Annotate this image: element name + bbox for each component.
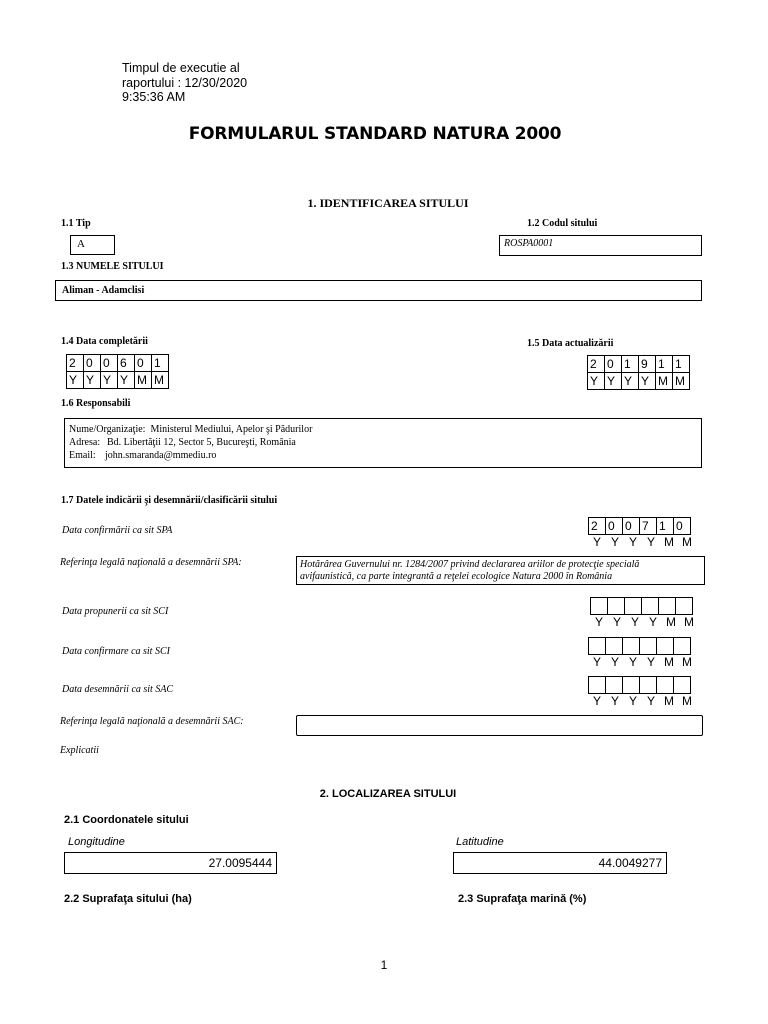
- ym-letter: M: [682, 535, 692, 549]
- ym-letter: Y: [628, 694, 637, 708]
- data-actualizarii-grid: [587, 355, 689, 389]
- longitudine-field[interactable]: 27.0095444: [64, 852, 277, 874]
- ym-letter: M: [666, 615, 676, 629]
- digit-cell[interactable]: 0: [100, 354, 118, 372]
- digit-cell[interactable]: [675, 597, 693, 615]
- digit-cell[interactable]: 1: [655, 355, 673, 373]
- section1-title: 1. IDENTIFICAREA SITULUI: [307, 196, 469, 210]
- digit-cell[interactable]: [607, 597, 625, 615]
- cod-value: ROSPA0001: [504, 238, 554, 249]
- ym-letter: Y: [592, 535, 601, 549]
- digit-cell[interactable]: 7: [639, 517, 657, 535]
- digit-cell[interactable]: [605, 676, 623, 694]
- digit-cell[interactable]: [639, 637, 657, 655]
- tip-label: 1.1 Tip: [61, 218, 91, 229]
- ym-letter: Y: [630, 615, 639, 629]
- data-completarii-label: 1.4 Data completării: [61, 336, 148, 347]
- digit-cell[interactable]: 1: [656, 517, 674, 535]
- digit-cell[interactable]: 0: [673, 517, 691, 535]
- ym-cell: Y: [83, 371, 101, 389]
- ym-cell: Y: [117, 371, 135, 389]
- digit-cell[interactable]: 1: [672, 355, 690, 373]
- digit-cell[interactable]: [641, 597, 659, 615]
- digit-cell[interactable]: [656, 637, 674, 655]
- adr-key: Adresa:: [69, 437, 101, 448]
- ym-cell: M: [672, 372, 690, 390]
- ym-letter: Y: [628, 535, 637, 549]
- responsabili-box[interactable]: [64, 418, 702, 468]
- digit-cell[interactable]: 2: [587, 355, 605, 373]
- ym-letter: Y: [628, 655, 637, 669]
- confirmare-spa-grid: [588, 517, 696, 549]
- confirmare-spa-label: Data confirmării ca sit SPA: [62, 525, 173, 536]
- ym-cell: Y: [604, 372, 622, 390]
- ym-cell: Y: [66, 371, 84, 389]
- digit-cell[interactable]: [639, 676, 657, 694]
- latitudine-field[interactable]: 44.0049277: [453, 852, 667, 874]
- longitudine-label: Longitudine: [68, 836, 125, 848]
- ym-letter: Y: [594, 615, 603, 629]
- digit-cell[interactable]: [624, 597, 642, 615]
- page-title: FORMULARUL STANDARD NATURA 2000: [188, 124, 562, 144]
- ym-letter: Y: [646, 535, 655, 549]
- nume-field[interactable]: [55, 280, 702, 301]
- digit-cell[interactable]: 0: [83, 354, 101, 372]
- ref-spa-label: Referinţa legală naţională a desemnării SPA:: [60, 557, 242, 568]
- digit-cell[interactable]: [588, 676, 606, 694]
- explicatii-label: Explicatii: [60, 745, 99, 756]
- digit-cell[interactable]: 1: [151, 354, 169, 372]
- digit-cell[interactable]: 1: [621, 355, 639, 373]
- ref-sac-label: Referinţa legală naţională a desemnării SAC:: [60, 716, 244, 727]
- ref-sac-field[interactable]: [296, 715, 703, 736]
- nume-label: 1.3 NUMELE SITULUI: [61, 261, 164, 272]
- ym-cell: Y: [587, 372, 605, 390]
- propunere-sci-label: Data propunerii ca sit SCI: [62, 606, 169, 617]
- section2-title: 2. LOCALIZAREA SITULUI: [319, 788, 457, 800]
- suprafata-marina-label: 2.3 Suprafaţa marină (%): [458, 893, 587, 905]
- ym-letter: Y: [612, 615, 621, 629]
- ym-letter: Y: [610, 655, 619, 669]
- digit-cell[interactable]: 0: [622, 517, 640, 535]
- digit-cell[interactable]: [590, 597, 608, 615]
- ym-cell: Y: [621, 372, 639, 390]
- digit-cell[interactable]: [658, 597, 676, 615]
- responsabili-label: 1.6 Responsabili: [61, 398, 131, 409]
- ym-letter: Y: [646, 694, 655, 708]
- digit-cell[interactable]: 9: [638, 355, 656, 373]
- ym-cell: M: [655, 372, 673, 390]
- tip-field[interactable]: [70, 235, 115, 255]
- page-number: 1: [380, 958, 388, 972]
- ym-letter: M: [682, 694, 692, 708]
- desemnare-label: 1.7 Datele indicării şi desemnării/clasificării sitului: [61, 495, 278, 506]
- ym-letter: Y: [592, 655, 601, 669]
- digit-cell[interactable]: 6: [117, 354, 135, 372]
- digit-cell[interactable]: 2: [588, 517, 606, 535]
- suprafata-label: 2.2 Suprafaţa sitului (ha): [64, 893, 192, 905]
- email-key: Email:: [69, 450, 96, 461]
- adr-value: Bd. Libertăţii 12, Sector 5, Bucureşti, România: [107, 437, 296, 448]
- digit-cell[interactable]: 0: [605, 517, 623, 535]
- report-time-line1: Timpul de executie al: [122, 61, 240, 75]
- digit-cell[interactable]: [656, 676, 674, 694]
- confirmare-sci-label: Data confirmare ca sit SCI: [62, 646, 170, 657]
- ym-letter: M: [664, 694, 674, 708]
- digit-cell[interactable]: 0: [134, 354, 152, 372]
- report-time-line2: raportului : 12/30/2020: [122, 75, 248, 90]
- ym-letter: Y: [610, 694, 619, 708]
- desemnare-sac-label: Data desemnării ca sit SAC: [62, 684, 174, 695]
- email-value: john.smaranda@mmediu.ro: [105, 450, 217, 461]
- ref-spa-line1: Hotărârea Guvernului nr. 1284/2007 privind declararea ariilor de protecţie specială: [300, 559, 640, 570]
- digit-cell[interactable]: [622, 637, 640, 655]
- latitudine-label: Latitudine: [456, 836, 504, 848]
- digit-cell[interactable]: 2: [66, 354, 84, 372]
- ym-cell: M: [134, 371, 152, 389]
- org-value: Ministerul Mediului, Apelor şi Pădurilor: [150, 424, 313, 435]
- data-actualizarii-label: 1.5 Data actualizării: [527, 338, 614, 349]
- ref-spa-line2: avifaunistică, ca parte integrantă a reţelei ecologice Natura 2000 în România: [300, 570, 613, 582]
- ref-spa-field[interactable]: [296, 556, 705, 585]
- ym-cell: Y: [100, 371, 118, 389]
- ym-cell: M: [151, 371, 169, 389]
- tip-value: A: [77, 238, 85, 250]
- propunere-sci-grid: [590, 597, 698, 629]
- desemnare-sac-grid: [588, 676, 696, 708]
- coord-label: 2.1 Coordonatele sitului: [64, 814, 189, 826]
- ym-letter: M: [684, 615, 694, 629]
- org-key: Nume/Organizaţie:: [69, 424, 146, 435]
- digit-cell[interactable]: [673, 676, 691, 694]
- ym-letter: Y: [592, 694, 601, 708]
- report-time-line3: 9:35:36 AM: [122, 90, 186, 104]
- report-execution-time: [122, 61, 322, 105]
- nume-value: Aliman - Adamclisi: [62, 285, 145, 296]
- digit-cell[interactable]: 0: [604, 355, 622, 373]
- digit-cell[interactable]: [588, 637, 606, 655]
- data-completarii-grid: [66, 354, 168, 388]
- digit-cell[interactable]: [622, 676, 640, 694]
- ym-cell: Y: [638, 372, 656, 390]
- cod-label: 1.2 Codul sitului: [527, 218, 598, 229]
- ym-letter: M: [682, 655, 692, 669]
- ym-letter: Y: [646, 655, 655, 669]
- ym-letter: M: [664, 535, 674, 549]
- ym-letter: M: [664, 655, 674, 669]
- confirmare-sci-grid: [588, 637, 696, 669]
- ym-letter: Y: [648, 615, 657, 629]
- digit-cell[interactable]: [673, 637, 691, 655]
- cod-field[interactable]: [499, 235, 702, 256]
- digit-cell[interactable]: [605, 637, 623, 655]
- ym-letter: Y: [610, 535, 619, 549]
